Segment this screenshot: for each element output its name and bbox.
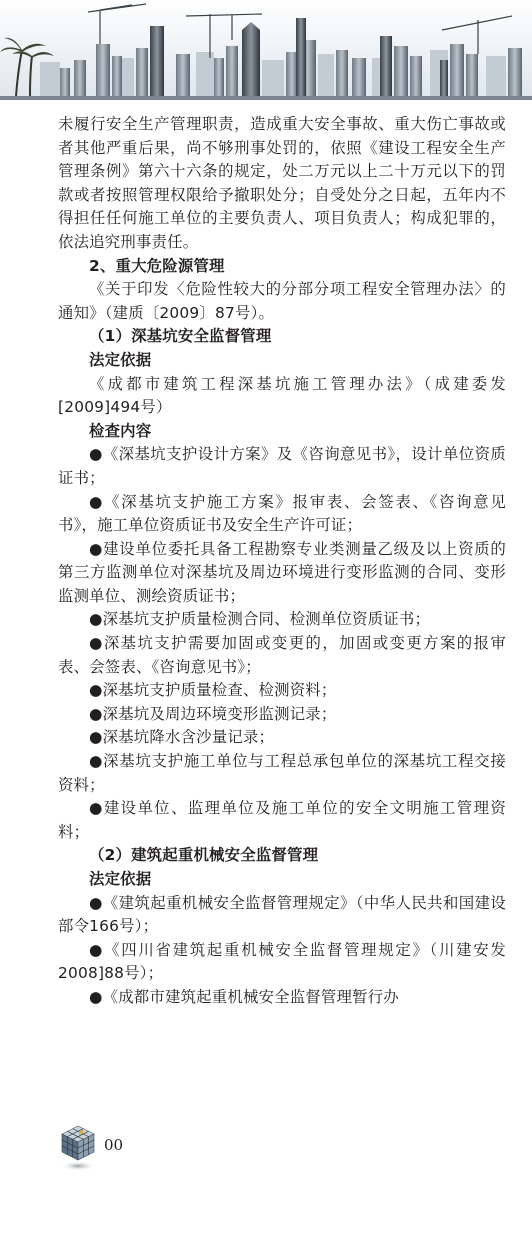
body-text [58, 113, 506, 1010]
body-paragraph: ●深基坑降水含沙量记录； [89, 728, 275, 747]
footer [56, 1120, 256, 1180]
section-heading: 法定依据 [89, 350, 152, 369]
page-number: 00 [104, 1136, 124, 1154]
body-paragraph: ●深基坑支护施工单位与工程总承包单位的深基坑工程交接资料； [58, 752, 506, 794]
body-paragraph: ●深基坑支护质量检测合同、检测单位资质证书； [89, 610, 431, 629]
body-paragraph: ●建设单位、监理单位及施工单位的安全文明施工管理资料； [58, 799, 506, 841]
body-paragraph: 未履行安全生产管理职责，造成重大安全事故、重大伤亡事故或者其他严重后果，尚不够刑事处罚的，依照《建设工程安全生产管理条例》第六十六条的规定，处二万元以上二十万元以下的罚款或者按照管理权限给予撤职处分；自受处分之日起，五年内不得担任任何施工单位的主要负责人、项目负责人；构成犯罪的，依法追究刑事责任。 [58, 115, 506, 251]
cube-logo-icon [56, 1120, 100, 1176]
body-paragraph: ●建设单位委托具备工程勘察专业类测量乙级及以上资质的第三方监测单位对深基坑及周边环境进行变形监测的合同、变形监测单位、测绘资质证书； [58, 539, 506, 605]
section-heading: 检查内容 [89, 421, 152, 440]
body-paragraph: ●《深基坑支护设计方案》及《咨询意见书》，设计单位资质证书； [58, 445, 506, 487]
section-heading: （1）深基坑安全监督管理 [89, 327, 272, 346]
city-skyline-icon [0, 0, 532, 100]
body-paragraph: ●《四川省建筑起重机械安全监督管理规定》（川建安发2008]88号）； [58, 940, 506, 983]
body-paragraph: ●《建筑起重机械安全监督管理规定》（中华人民共和国建设部令166号）； [58, 893, 506, 936]
body-paragraph: 《成都市建筑工程深基坑施工管理办法》（成建委发[2009]494号） [58, 374, 506, 417]
body-paragraph: ●深基坑支护需要加固或变更的，加固或变更方案的报审表、会签表、《咨询意见书》； [58, 634, 506, 676]
section-heading: （2）建筑起重机械安全监督管理 [89, 846, 319, 865]
body-paragraph: ●《深基坑支护施工方案》报审表、会签表、《咨询意见书》，施工单位资质证书及安全生产许可证； [58, 492, 506, 535]
body-paragraph: ●《成都市建筑起重机械安全监督管理暂行办 [89, 987, 399, 1006]
section-heading: 2、重大危险源管理 [89, 256, 225, 275]
header-skyline-banner [0, 0, 532, 100]
body-paragraph: ●深基坑支护质量检查、检测资料； [89, 681, 337, 700]
body-paragraph: ●深基坑及周边环境变形监测记录； [89, 704, 337, 723]
body-paragraph: 《关于印发〈危险性较大的分部分项工程安全管理办法〉的通知》（建质〔2009〕87号）。 [58, 280, 506, 322]
section-heading: 法定依据 [89, 870, 152, 888]
